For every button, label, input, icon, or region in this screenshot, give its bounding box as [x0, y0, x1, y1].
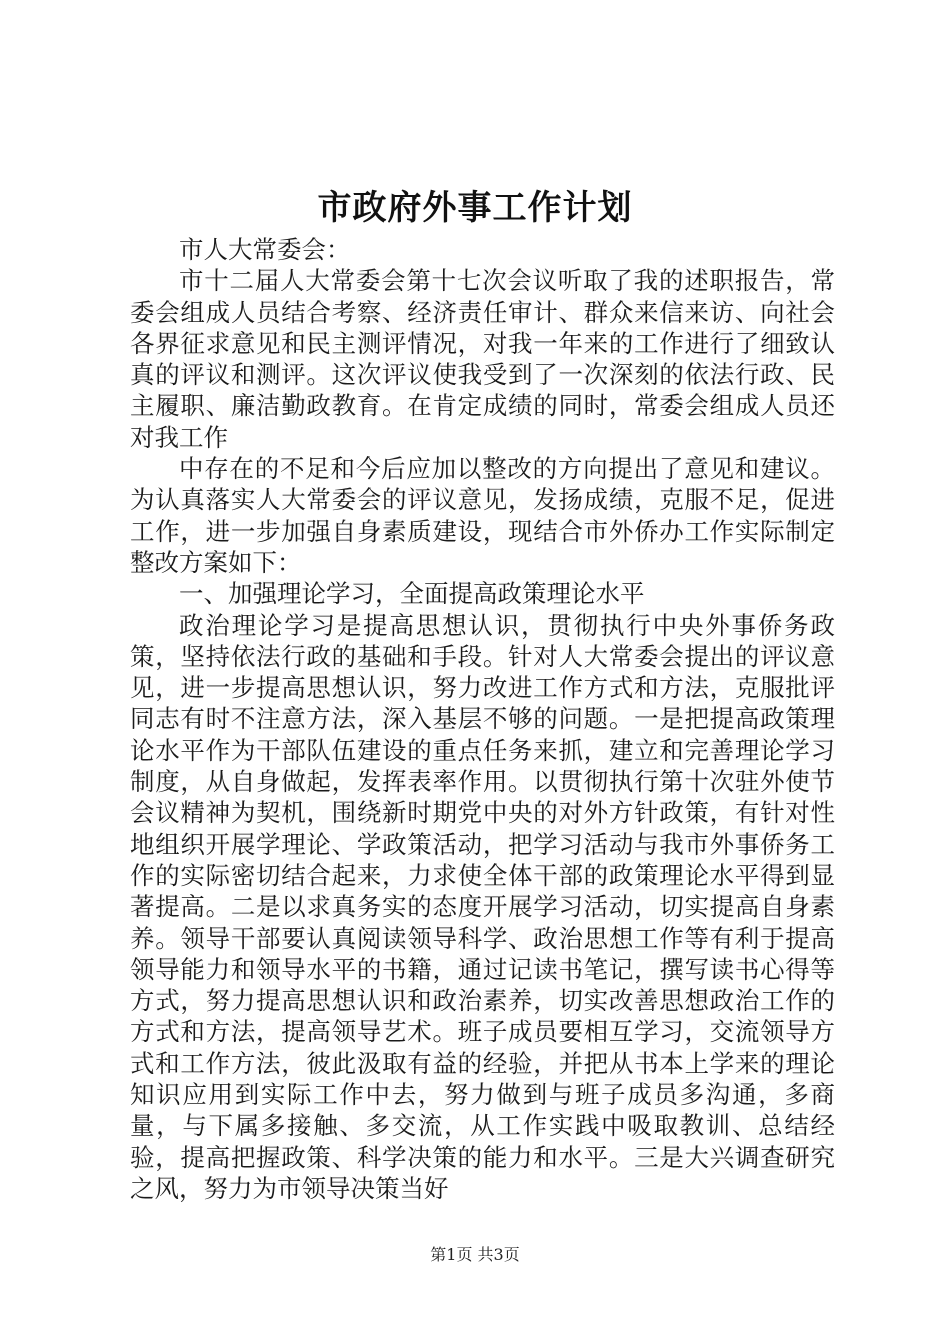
document-body	[130, 234, 835, 1204]
document-title: 市政府外事工作计划	[317, 188, 633, 228]
page-number-footer: 第1页 共3页	[430, 1245, 520, 1264]
salutation-paragraph: 市人大常委会：	[179, 235, 351, 264]
body-paragraph: 中存在的不足和今后应加以整改的方向提出了意见和建议。为认真落实人大常委会的评议意见，发扬成绩，克服不足，促进工作，进一步加强自身素质建设，现结合市外侨办工作实际制定整改方案如下：	[130, 454, 835, 577]
section-heading: 一、加强理论学习，全面提高政策理论水平	[179, 579, 645, 609]
body-paragraph: 政治理论学习是提高思想认识，贯彻执行中央外事侨务政策，坚持依法行政的基础和手段。针对人大常委会提出的评议意见，进一步提高思想认识，努力改进工作方式和方法，克服批评同志有时不注意方法，深入基层不够的问题。一是把提高政策理论水平作为干部队伍建设的重点任务来抓，建立和完善理论学习制度，从自身做起，发挥表率作用。以贯彻执行第十次驻外使节会议精神为契机，围绕新时期党中央的对外方针政策，有针对性地组织开展学理论、学政策活动，把学习活动与我市外事侨务工作的实际密切结合起来，力求使全体干部的政策理论水平得到显著提高。二是以求真务实的态度开展学习活动，切实提高自身素养。领导干部要认真阅读领导科学、政治思想工作等有利于提高领导能力和领导水平的书籍，通过记读书笔记，撰写读书心得等方式，努力提高思想认识和政治素养，切实改善思想政治工作的方式和方法，提高领导艺术。班子成员要相互学习，交流领导方式和工作方法，彼此汲取有益的经验，并把从书本上学来的理论知识应用到实际工作中去，努力做到与班子成员多沟通，多商量，与下属多接触、多交流，从工作实践中吸取教训、总结经验，提高把握政策、科学决策的能力和水平。三是大兴调查研究之风，努力为市领导决策当好	[130, 610, 835, 1203]
body-paragraph: 市十二届人大常委会第十七次会议听取了我的述职报告，常委会组成人员结合考察、经济责任审计、群众来信来访、向社会各界征求意见和民主测评情况，对我一年来的工作进行了细致认真的评议和测评。这次评议使我受到了一次深刻的依法行政、民主履职、廉洁勤政教育。在肯定成绩的同时，常委会组成人员还对我工作	[130, 266, 835, 452]
